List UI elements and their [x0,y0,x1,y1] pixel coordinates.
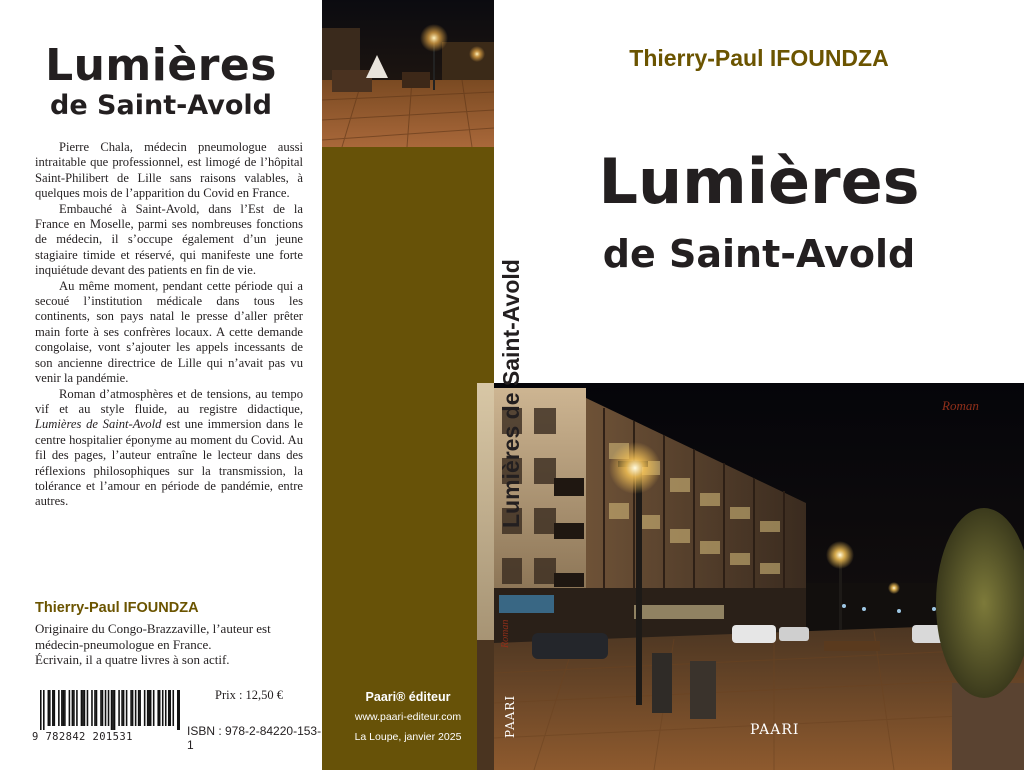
blurb-paragraph: Au même moment, pendant cette période qui a secoué l’institution médicale dans tous les continents, son pays natal le presse d’aller prêter main forte à ses confrères locaux. A cette demande congolaise, vont s’ajouter les appels incessants de son ancienne directrice de Lille qui n’avait pas vu venir la pandémie. [35,278,303,386]
spine-genre-label: Roman [500,619,511,648]
blurb-paragraph-last [35,387,303,510]
front-cover-title-line2: de Saint-Avold [602,232,916,276]
front-cover-title-line1: Lumières [598,145,920,218]
front-cover-genre-label: Roman [942,398,979,413]
publisher-name: Paari® éditeur [365,690,451,704]
spine [322,0,494,770]
barcode [32,690,182,746]
back-cover-title-line2: de Saint-Avold [50,90,272,121]
front-cover [494,0,1024,770]
blurb-text-before: Roman d’atmosphères et de tensions, au tempo vif et au style fluide, au registre didactique, [35,386,303,416]
blurb-paragraph: Pierre Chala, médecin pneumologue aussi intraitable que professionnel, est limogé de l’hôpital Saint-Philibert de Lille sans raisons valables, à quelques mois de l’apparition du Covid en France. [35,140,303,201]
spine-photo-night-square [322,0,494,147]
paari-logo-icon: PAARI [750,722,800,738]
front-photo-night-street [494,383,1024,770]
back-cover-title-line1: Lumières [45,40,277,91]
spine-title: Lumières de Saint-Avold [498,259,524,528]
paari-logo-spine-icon: PAARI [503,694,517,738]
front-cover-author: Thierry-Paul IFOUNDZA [629,45,889,71]
blurb-book-title: Lumières de Saint-Avold [35,417,162,432]
author-bio-line: Écrivain, il a quatre livres à son actif. [35,652,230,667]
isbn-label: ISBN : 978-2-84220-153-1 [187,724,322,752]
blurb-paragraph: Embauché à Saint-Avold, dans l’Est de la France en Moselle, parmi ses nombreuses fonctions de médecin, il s’occupe également d’un jeune stagiaire timide et réservé, qui manifeste une forte inquiétude devant des patients en fin de vie. [35,201,303,278]
publisher-url: www.paari-editeur.com [354,711,462,723]
back-cover-author-name: Thierry-Paul IFOUNDZA [35,600,199,616]
price-label: Prix : 12,50 € [215,688,284,702]
spine-publisher-block [322,690,494,743]
blurb-text-after: est une immersion dans le centre hospitalier éponyme au moment du Covid. Au fil des pages, l’auteur entraîne le lecteur dans des réflexions philosophiques sur la transmission, la tolérance et l’amour en période de pandémie, entre autres. [35,417,303,509]
author-bio-line: Originaire du Congo-Brazzaville, l’auteur est médecin-pneumologue en France. [35,621,271,652]
back-cover [0,0,322,770]
blurb-text [35,140,303,510]
author-bio [35,621,315,668]
publisher-date: La Loupe, janvier 2025 [354,731,462,743]
barcode-bars-icon [40,690,180,730]
barcode-digits: 9 782842 201531 [32,731,133,743]
